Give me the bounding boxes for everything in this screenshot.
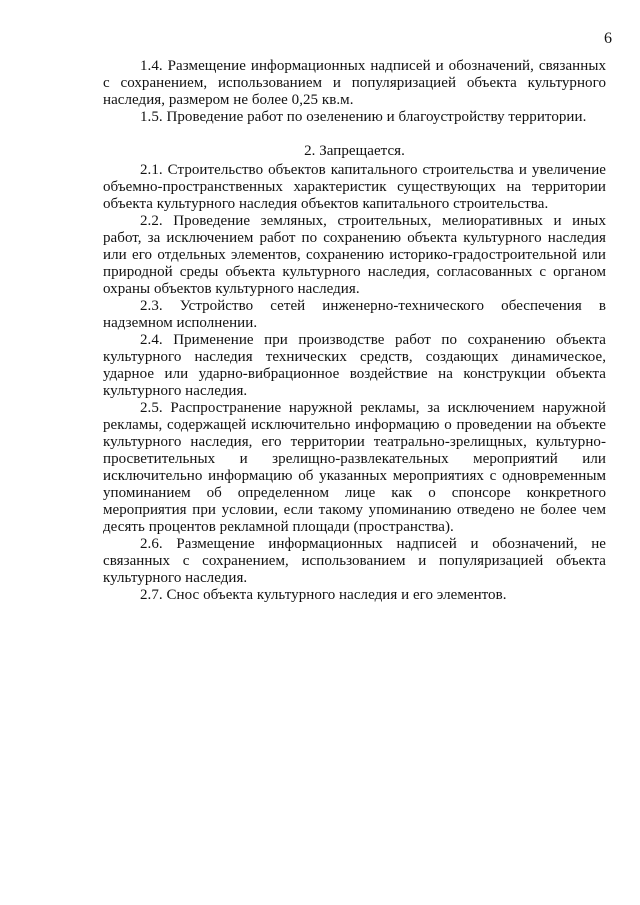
item-2-2: 2.2. Проведение земляных, строительных, мелиоративных и иных работ, за исключением работ по сохранению объекта культурного наследия или его отдельных элементов, сохранению историко-градостроительной или природной среды объекта культурного наследия, согласованных с органом охраны объектов культурного наследия.: [103, 213, 606, 297]
item-2-1: 2.1. Строительство объектов капитального строительства и увеличение объемно-пространственных характеристик существующих на территории объекта культурного наследия объектов капитального строительства.: [103, 162, 606, 212]
document-body: [103, 58, 606, 604]
section-2-heading: 2. Запрещается.: [304, 143, 405, 159]
item-2-7: 2.7. Снос объекта культурного наследия и его элементов.: [140, 587, 507, 603]
item-1-5: 1.5. Проведение работ по озеленению и благоустройству территории.: [140, 109, 587, 125]
item-2-5: 2.5. Распространение наружной рекламы, за исключением наружной рекламы, содержащей исключительно информацию о проведении на объекте культурного наследия, его территории театрально-зрелищных, культурно-просветительных и зрелищно-развлекательных мероприятий или исключительно информацию об указанных мероприятиях с одновременным упоминанием об определенном лице как о спонсоре конкретного мероприятия при условии, если такому упоминанию отведено не более чем десять процентов рекламной площади (пространства).: [103, 400, 606, 535]
section-spacer: [103, 126, 606, 143]
page-number: 6: [604, 30, 612, 47]
item-2-3: 2.3. Устройство сетей инженерно-технического обеспечения в надземном исполнении.: [103, 298, 606, 331]
item-1-4: 1.4. Размещение информационных надписей и обозначений, связанных с сохранением, использованием и популяризацией объекта культурного наследия, размером не более 0,25 кв.м.: [103, 58, 606, 108]
item-2-4: 2.4. Применение при производстве работ по сохранению объекта культурного наследия технических средств, создающих динамическое, ударное или ударно-вибрационное воздействие на конструкции объекта культурного наследия.: [103, 332, 606, 399]
item-2-6: 2.6. Размещение информационных надписей и обозначений, не связанных с сохранением, использованием и популяризацией объекта культурного наследия.: [103, 536, 606, 586]
